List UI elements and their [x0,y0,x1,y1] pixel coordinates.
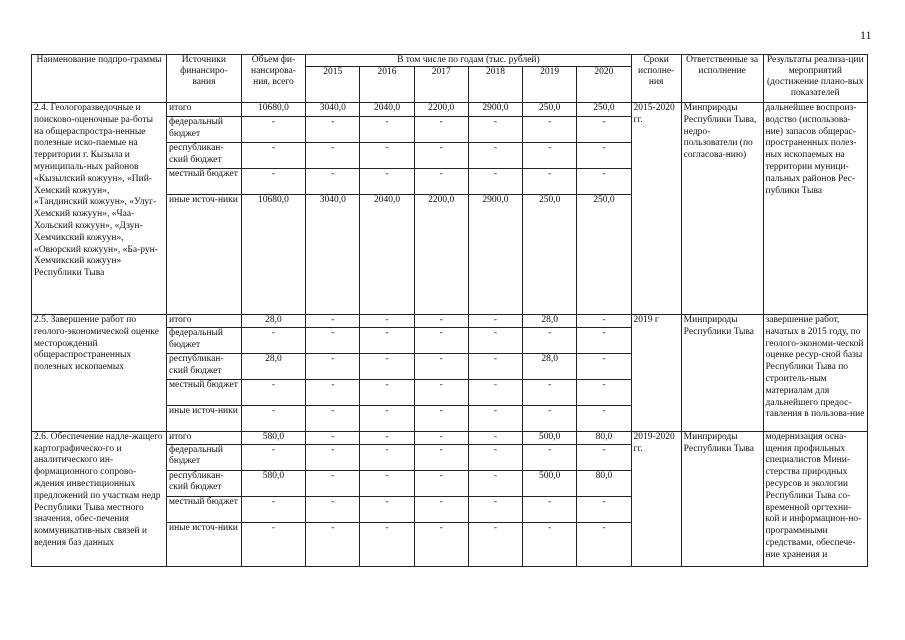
funding-total: - [241,169,305,195]
funding-source: итого [167,103,242,117]
funding-year-value: - [523,405,577,431]
funding-year-value: - [468,379,522,405]
funding-total: - [241,379,305,405]
table-row [32,103,868,117]
funding-year-value: - [360,353,414,379]
funding-total: 10680,0 [241,195,305,315]
funding-year-value: - [414,470,468,496]
funding-year-value: 500,0 [523,431,577,444]
funding-year-value: - [523,522,577,566]
funding-year-value: - [577,169,631,195]
funding-year-value: - [414,444,468,470]
funding-source: республикан-ский бюджет [167,353,242,379]
funding-source: иные источ-ники [167,405,242,431]
funding-year-value: 28,0 [523,353,577,379]
funding-total: - [241,143,305,169]
funding-total: - [241,117,305,143]
funding-year-value: 250,0 [577,103,631,117]
funding-year-value: - [577,143,631,169]
header-results: Результаты реализа-ции мероприятий (достижение плано-вых показателей [763,55,867,103]
funding-year-value: - [414,379,468,405]
funding-year-value: - [414,522,468,566]
funding-year-value: - [306,496,360,522]
funding-year-value: - [306,169,360,195]
funding-year-value: - [523,496,577,522]
header-terms: Сроки исполне-ния [631,55,681,103]
funding-total: - [241,522,305,566]
funding-year-value: - [414,431,468,444]
funding-year-value: - [360,117,414,143]
funding-year-value: - [523,444,577,470]
funding-source: итого [167,431,242,444]
header-total: Объем фи-нансирова-ния, всего [241,55,305,103]
funding-year-value: - [306,143,360,169]
funding-year-value: 250,0 [577,195,631,315]
funding-year-value: - [306,470,360,496]
funding-year-value: - [360,431,414,444]
funding-year-value: - [523,169,577,195]
funding-total: 28,0 [241,315,305,328]
funding-source: местный бюджет [167,496,242,522]
funding-year-value: - [468,405,522,431]
funding-year-value: 2040,0 [360,103,414,117]
funding-total: 10680,0 [241,103,305,117]
funding-total: - [241,405,305,431]
funding-year-value: - [468,327,522,353]
funding-year-value: 2900,0 [468,195,522,315]
funding-year-value: - [468,117,522,143]
expected-results: модернизация осна-щения профильных специалистов Мини-стерства природных ресурсов и экологии Республики Тыва со-временной оргтехни-кой и информацион-но-программными средствами, обеспече-ние хранения и [763,431,867,566]
funding-source: итого [167,315,242,328]
funding-year-value: - [577,117,631,143]
funding-year-value: - [414,496,468,522]
funding-year-value: - [414,143,468,169]
financing-table [31,54,868,567]
funding-year-value: - [360,379,414,405]
table-body [32,103,868,567]
execution-term: 2019 г [631,315,681,432]
funding-year-value: - [523,327,577,353]
funding-year-value: 2200,0 [414,195,468,315]
funding-year-value: - [468,431,522,444]
funding-year-value: - [306,353,360,379]
funding-year-value: - [523,379,577,405]
funding-year-value: - [306,405,360,431]
funding-year-value: 250,0 [523,103,577,117]
responsible-party: Минприроды Республики Тыва [681,315,763,432]
funding-year-value: - [414,169,468,195]
header-sources: Источники финансиро-вания [167,55,242,103]
expected-results: завершение работ, начатых в 2015 году, по геолого-экономи-ческой оценке ресур-сной базы Республики Тыва по строитель-ным материалам для дальнейшего предос-тавления в пользова-ние [763,315,867,432]
responsible-party: Минприроды Республики Тыва, недро-пользователи (по согласова-нию) [681,103,763,315]
funding-year-value: - [468,353,522,379]
execution-term: 2015-2020 гг. [631,103,681,315]
funding-total: - [241,496,305,522]
execution-term: 2019-2020 гг. [631,431,681,566]
funding-year-value: - [468,444,522,470]
subprogram-name: 2.4. Геологоразведочные и поисково-оценочные ра-боты на общераспростра-ненные полезные иско-паемые на территории г. Кызыла и муниципаль-ных районов «Кызылский кожуун», «Пий-Хемский кожуун», «Тандинский кожуун», «Улуг-Хемский кожуун», «Чаа-Хольский кожуун», «Дзун-Хемчикский кожуун», «Овюрский кожуун», «Ба-рун-Хемчикский кожуун» Республики Тыва [32,103,167,315]
funding-total: 580,0 [241,431,305,444]
funding-year-value: - [360,327,414,353]
funding-year-value: 500,0 [523,470,577,496]
funding-year-value: - [306,315,360,328]
subprogram-name: 2.6. Обеспечение надле-жащего картографическо-го и аналитического ин-формационного сопрово-ждения инвестиционных предложений по участкам недр Республики Тыва местного значения, обес-печения коммуникатив-ных связей и ведения баз данных [32,431,167,566]
funding-year-value: - [523,117,577,143]
funding-year-value: - [360,444,414,470]
funding-year-value: - [360,169,414,195]
funding-year-value: - [306,431,360,444]
funding-year-value: - [306,444,360,470]
funding-year-value: - [523,143,577,169]
funding-source: федеральный бюджет [167,444,242,470]
funding-year-value: - [577,327,631,353]
funding-year-value: - [306,379,360,405]
expected-results: дальнейшее воспроиз-водство (использова-ние) запасов общерас-пространенных полез-ных ископаемых на территории муници-пальных районов Рес-публики Тыва [763,103,867,315]
funding-source: республикан-ский бюджет [167,470,242,496]
funding-year-value: - [577,405,631,431]
funding-year-value: 250,0 [523,195,577,315]
funding-source: иные источ-ники [167,195,242,315]
funding-year-value: - [360,470,414,496]
funding-year-value: 28,0 [523,315,577,328]
responsible-party: Минприроды Республики Тыва [681,431,763,566]
funding-year-value: - [306,522,360,566]
header-by-years: В том числе по годам (тыс. рублей) [306,55,631,67]
page-number: 11 [860,28,872,42]
header-year: 2017 [414,67,468,103]
header-year: 2015 [306,67,360,103]
header-responsible: Ответственные за исполнение [681,55,763,103]
subprogram-name: 2.5. Завершение работ по геолого-экономической оценке месторождений общераспространенных полезных ископаемых [32,315,167,432]
funding-year-value: - [360,522,414,566]
funding-year-value: - [468,143,522,169]
funding-year-value: - [360,405,414,431]
header-year: 2018 [468,67,522,103]
funding-source: республикан-ский бюджет [167,143,242,169]
funding-year-value: 2040,0 [360,195,414,315]
funding-year-value: - [468,522,522,566]
funding-year-value: - [360,315,414,328]
funding-year-value: - [306,327,360,353]
funding-year-value: - [360,143,414,169]
funding-year-value: - [577,315,631,328]
funding-year-value: - [414,405,468,431]
funding-year-value: 3040,0 [306,103,360,117]
funding-year-value: 2900,0 [468,103,522,117]
header-year: 2016 [360,67,414,103]
funding-total: 28,0 [241,353,305,379]
funding-source: федеральный бюджет [167,117,242,143]
funding-year-value: - [577,496,631,522]
funding-source: местный бюджет [167,379,242,405]
funding-year-value: - [468,496,522,522]
funding-year-value: - [577,444,631,470]
funding-source: федеральный бюджет [167,327,242,353]
header-name: Наименование подпро-граммы [32,55,167,103]
funding-total: - [241,444,305,470]
funding-year-value: - [577,353,631,379]
funding-year-value: - [577,379,631,405]
funding-source: иные источ-ники [167,522,242,566]
funding-year-value: - [306,117,360,143]
table-row [32,431,868,444]
funding-year-value: - [414,327,468,353]
funding-year-value: 80,0 [577,470,631,496]
funding-year-value: - [360,496,414,522]
table-row [32,315,868,328]
funding-year-value: - [414,117,468,143]
funding-year-value: - [468,470,522,496]
funding-year-value: - [414,353,468,379]
funding-source: местный бюджет [167,169,242,195]
funding-year-value: 2200,0 [414,103,468,117]
funding-total: 580,0 [241,470,305,496]
funding-year-value: - [577,522,631,566]
header-year: 2020 [577,67,631,103]
funding-year-value: - [468,315,522,328]
funding-total: - [241,327,305,353]
header-year: 2019 [523,67,577,103]
funding-year-value: 3040,0 [306,195,360,315]
funding-year-value: 80,0 [577,431,631,444]
funding-year-value: - [468,169,522,195]
funding-year-value: - [414,315,468,328]
